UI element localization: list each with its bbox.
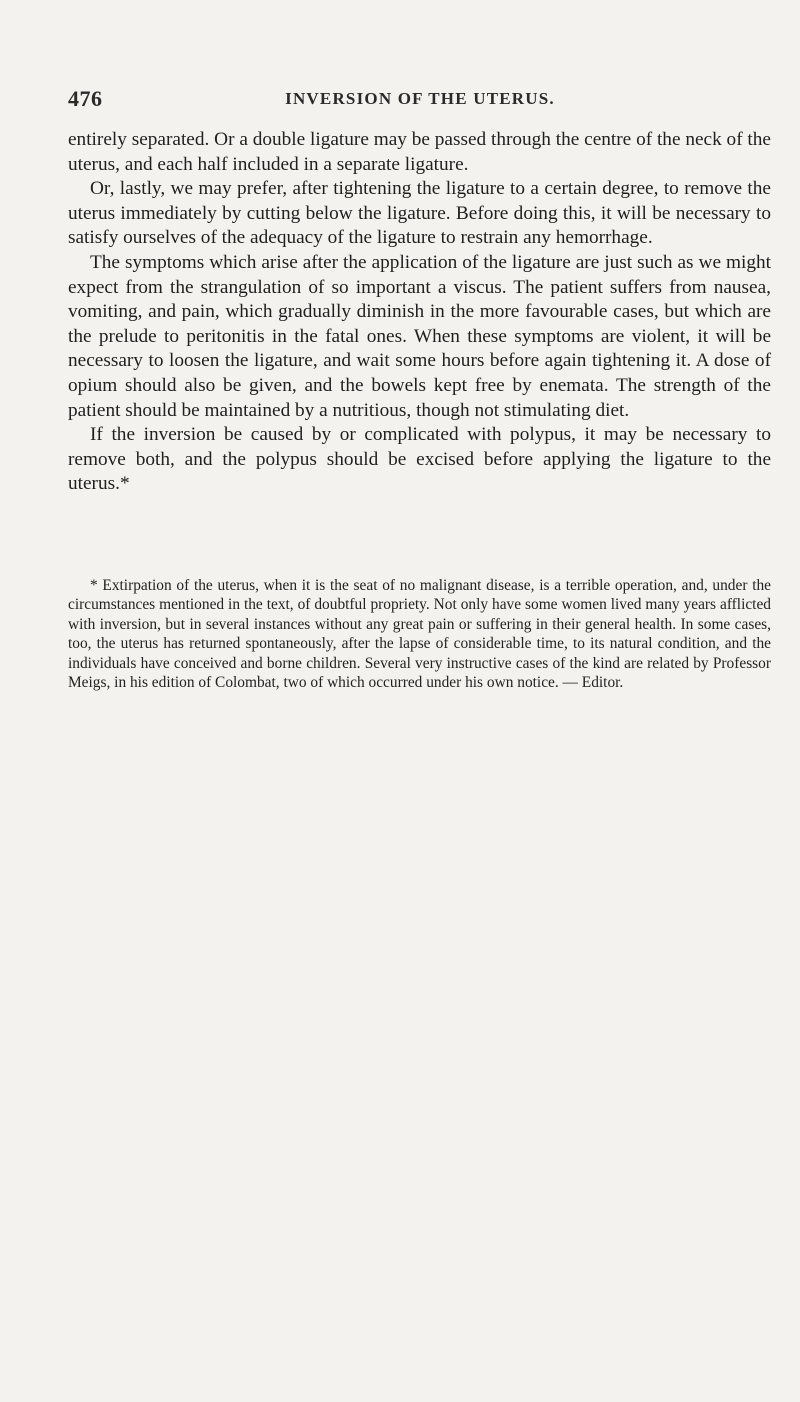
page-number: 476 xyxy=(68,86,103,111)
page-header xyxy=(68,86,772,114)
footnote: * Extirpation of the uterus, when it is the seat of no malignant disease, is a terrible operation, and, under the circumstances mentioned in the text, of doubtful propriety. Not only have some women lived many years afflicted with inversion, but in several instances without any great pain or suffering in their general health. In some cases, too, the uterus has returned spontaneously, after the lapse of considerable time, to its natural condition, and the individuals have conceived and borne children. Several very instructive cases of the kind are related by Professor Meigs, in his edition of Colombat, two of which occurred under his own notice. — Editor. xyxy=(68,577,771,692)
paragraph: If the inversion be caused by or complicated with polypus, it may be necessary to remove both, and the polypus should be excised before applying the ligature to the uterus.* xyxy=(68,424,771,495)
paragraph: The symptoms which arise after the application of the ligature are just such as we might expect from the strangulation of so important a viscus. The patient suffers from nausea, vomiting, and pain, which gradually diminish in the more favourable cases, but which are the prelude to peritonitis in the fatal ones. When these symptoms are violent, it will be necessary to loosen the ligature, and wait some hours before again tightening it. A dose of opium should also be given, and the bowels kept free by enemata. The strength of the patient should be maintained by a nutritious, though not stimulating diet. xyxy=(68,251,771,421)
body-text xyxy=(68,128,771,497)
running-head: INVERSION OF THE UTERUS. xyxy=(285,89,555,108)
paragraph: Or, lastly, we may prefer, after tightening the ligature to a certain degree, to remove the uterus immediately by cutting below the ligature. Before doing this, it will be necessary to satisfy ourselves of the adequacy of the ligature to restrain any hemorrhage. xyxy=(68,178,771,249)
paragraph: entirely separated. Or a double ligature may be passed through the centre of the neck of the uterus, and each half included in a separate ligature. xyxy=(68,129,771,175)
